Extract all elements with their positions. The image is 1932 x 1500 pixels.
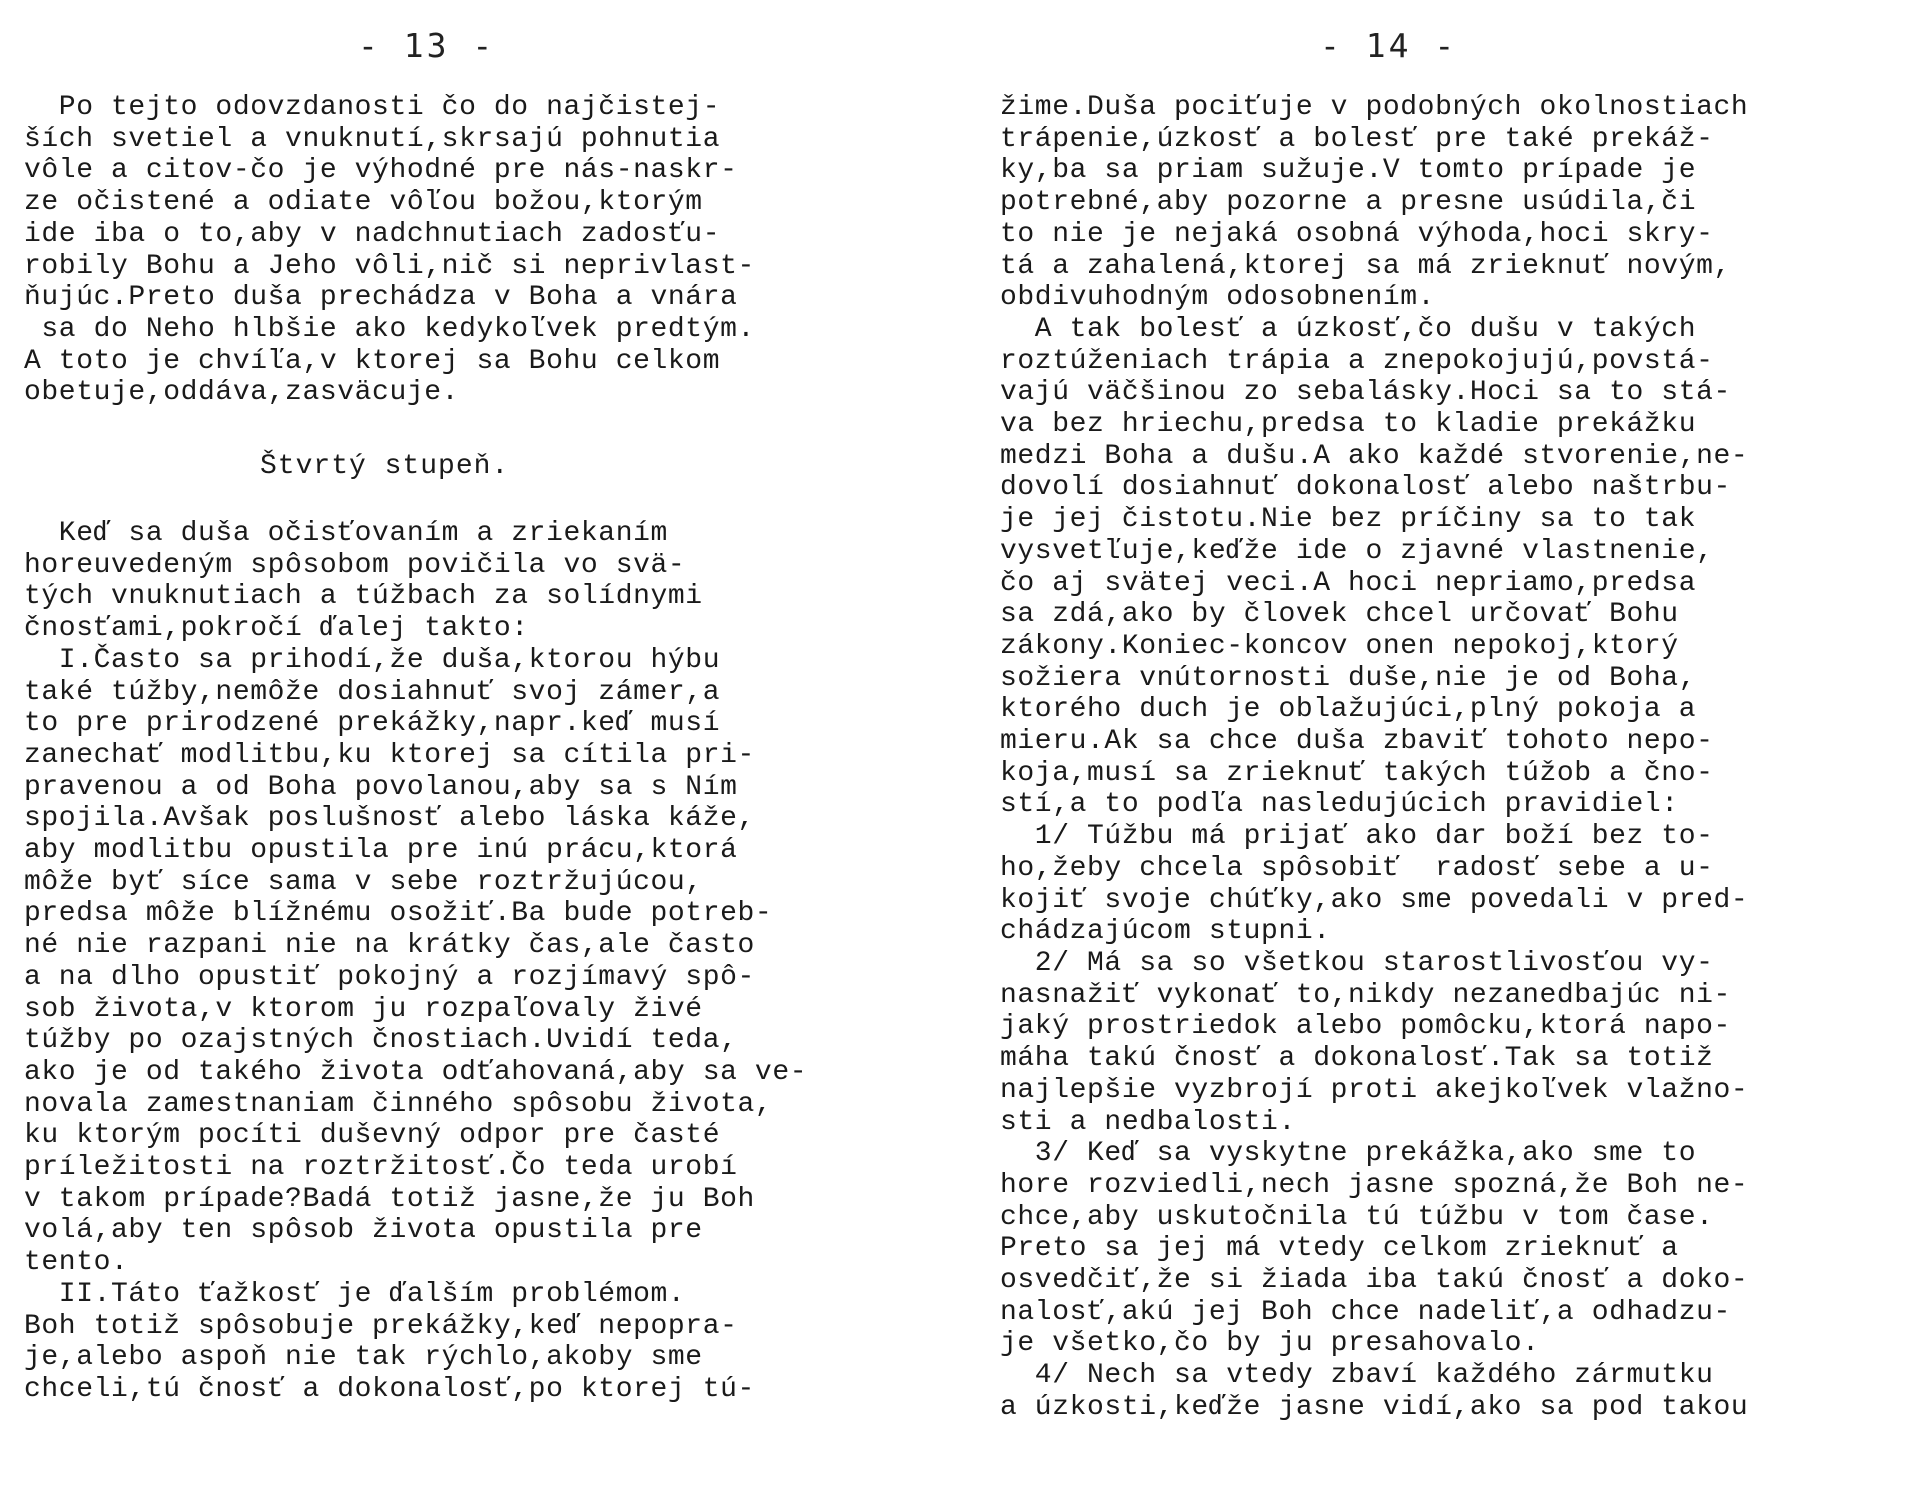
page-number: - 14 - — [1320, 26, 1458, 65]
page-number: - 13 - — [358, 26, 496, 65]
paragraph: žime.Duša pociťuje v podobných okolnostiach trápenie,úzkosť a bolesť pre také prekáž- ky,ba sa priam sužuje.V tomto prípade je potrebné,aby pozorne a presne usúdila,či to nie je nejaká osobná výhoda,hoci skry- tá a zahalená,ktorej sa má zrieknuť novým, obdivuhodným odosobnením. A tak bolesť a úzkosť,čo dušu v takých roztúženiach trápia a znepokojujú,povstá- vajú väčšinou zo sebalásky.Hoci sa to stá- va bez hriechu,predsa to kladie prekážku medzi Boha a dušu.A ako každé stvorenie,ne- dovolí dosiahnuť dokonalosť alebo naštrbu- je jej čistotu.Nie bez príčiny sa to tak vysvetľuje,keďže ide o zjavné vlastnenie, čo aj svätej veci.A hoci nepriamo,predsa sa zdá,ako by človek chcel určovať Bohu zákony.Koniec-koncov onen nepokoj,ktorý sožiera vnútornosti duše,nie je od Boha, ktorého duch je oblažujúci,plný pokoja a mieru.Ak sa chce duša zbaviť tohoto nepo- koja,musí sa zrieknuť takých túžob a čno- stí,a to podľa nasledujúcich pravidiel: 1/ Túžbu má prijať ako dar boží bez to- ho,žeby chcela spôsobiť radosť sebe a u- kojiť svoje chúťky,ako sme povedali v pred- chádzajúcom stupni. 2/ Má sa so všetkou starostlivosťou vy- nasnažiť vykonať to,nikdy nezanedbajúc ni- jaký prostriedok alebo pomôcku,ktorá napo- máha takú čnosť a dokonalosť.Tak sa totiž najlepšie vyzbrojí proti akejkoľvek vlažno- sti a nedbalosti. 3/ Keď sa vyskytne prekážka,ako sme to hore rozviedli,nech jasne spozná,že Boh ne- chce,aby uskutočnila tú túžbu v tom čase. Preto sa jej má vtedy celkom zrieknuť a osvedčiť,že si žiada iba takú čnosť a doko- nalosť,akú jej Boh chce nadeliť,a odhadzu- je všetko,čo by ju presahovalo. 4/ Nech sa vtedy zbaví každého zármutku a úzkosti,keďže jasne vidí,ako sa pod takou — [1000, 92, 1749, 1423]
left-page — [24, 0, 904, 1500]
right-page — [1000, 0, 1900, 1500]
paragraph: Po tejto odovzdanosti čo do najčistej- ších svetiel a vnuknutí,skrsajú pohnutia vôle a citov-čo je výhodné pre nás-naskr- ze očistené a odiate vôľou božou,ktorým ide iba o to,aby v nadchnutiach zadosťu- robily Bohu a Jeho vôli,nič si neprivlast- ňujúc.Preto duša prechádza v Boha a vnára sa do Neho hlbšie ako kedykoľvek predtým. A toto je chvíľa,v ktorej sa Bohu celkom obetuje,oddáva,zasväcuje. — [24, 92, 755, 409]
section-heading: Štvrtý stupeň. — [260, 451, 510, 482]
paragraph: Keď sa duša očisťovaním a zriekaním horeuvedeným spôsobom povičila vo svä- tých vnuknutiach a túžbach za solídnymi čnosťami,pokročí ďalej takto: I.Často sa prihodí,že duša,ktorou hýbu také túžby,nemôže dosiahnuť svoj zámer,a to pre prirodzené prekážky,napr.keď musí zanechať modlitbu,ku ktorej sa cítila pri- pravenou a od Boha povolanou,aby sa s Ním spojila.Avšak poslušnosť alebo láska káže, aby modlitbu opustila pre inú prácu,ktorá môže byť síce sama v sebe roztržujúcou, predsa môže blížnému osožiť.Ba bude potreb- né nie razpani nie na krátky čas,ale často a na dlho opustiť pokojný a rozjímavý spô- sob života,v ktorom ju rozpaľovaly živé túžby po ozajstných čnostiach.Uvidí teda, ako je od takého života odťahovaná,aby sa ve- novala zamestnaniam činného spôsobu života, ku ktorým pocíti duševný odpor pre časté príležitosti na roztržitosť.Čo teda urobí v takom prípade?Badá totiž jasne,že ju Boh volá,aby ten spôsob života opustila pre tento. II.Táto ťažkosť je ďalším problémom. Boh totiž spôsobuje prekážky,keď nepopra- je,alebo aspoň nie tak rýchlo,akoby sme chceli,tú čnosť a dokonalosť,po ktorej tú- — [24, 518, 808, 1405]
